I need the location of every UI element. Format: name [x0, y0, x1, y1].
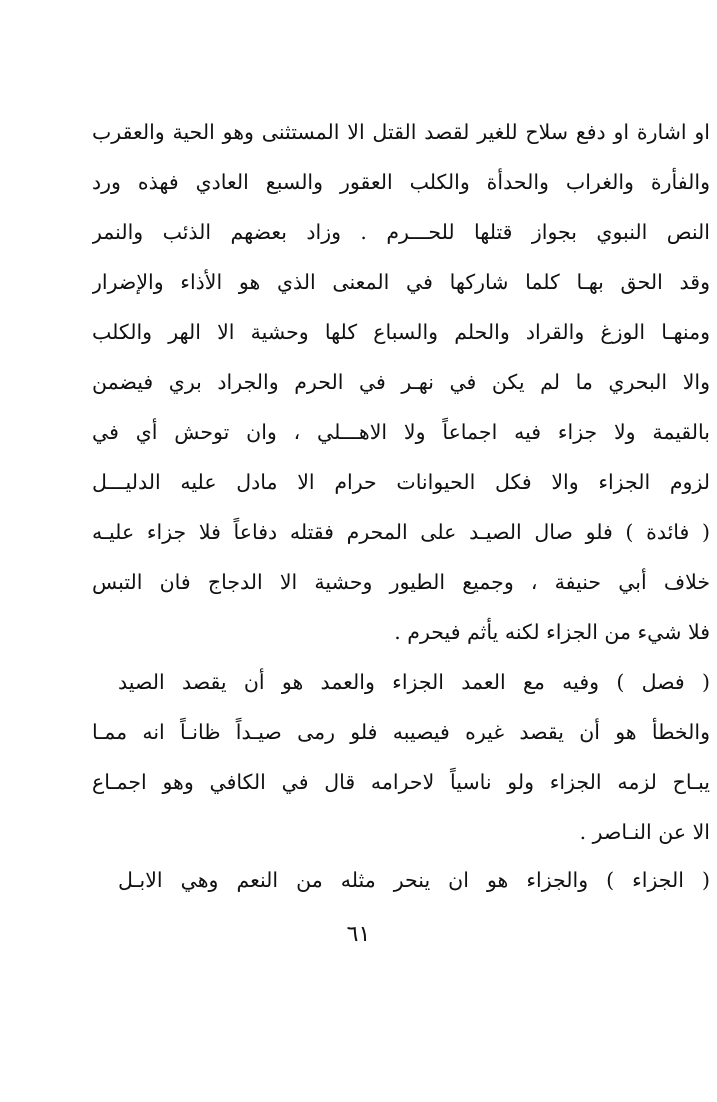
text-line-12: ( فصل ) وفيه مع العمد الجزاء والعمد هو أن يقصد الصيد	[118, 670, 710, 694]
text-line-3: النص النبوي بجواز قتلها للحـــرم . وزاد بعضهم الذئب والنمر	[92, 220, 710, 244]
text-line-4: وقد الحق بهـا كلما شاركها في المعنى الذي هو الأذاء والإضرار	[92, 270, 710, 294]
page-number: ٦١	[346, 922, 371, 947]
text-line-11: فلا شيء من الجزاء لكنه يأثم فيحرم .	[394, 620, 710, 644]
text-line-1: او اشارة او دفع سلاح للغير لقصد القتل الا المستثنى وهو الحية والعقرب	[92, 120, 710, 144]
text-line-10: خلاف أبي حنيفة ، وجميع الطيور وحشية الا الدجاج فان التبس	[92, 570, 710, 594]
text-line-13: والخطأ هو أن يقصد غيره فيصيبه فلو رمى صيـداً ظانـاً انه ممـا	[92, 720, 710, 744]
text-line-14: يبـاح لزمه الجزاء ولو ناسياً لاحرامه قال في الكافي وهو اجمـاع	[92, 770, 710, 794]
text-line-2: والفأرة والغراب والحدأة والكلب العقور والسبع العادي فهذه ورد	[92, 170, 710, 194]
text-line-7: بالقيمة ولا جزاء فيه اجماعاً ولا الاهـــلي ، وان توحش أي في	[92, 420, 710, 444]
text-line-16: ( الجزاء ) والجزاء هو ان ينحر مثله من النعم وهي الابـل	[118, 868, 710, 892]
text-line-5: ومنهـا الوزغ والقراد والحلم والسباع كلها وحشية الا الهر والكلب	[92, 320, 710, 344]
text-line-9: ( فائدة ) فلو صال الصيـد على المحرم فقتله دفاعاً فلا جزاء عليـه	[92, 520, 710, 544]
text-line-6: والا البحري ما لم يكن في نهـر في الحرم والجراد بري فيضمن	[92, 370, 710, 394]
text-line-8: لزوم الجزاء والا فكل الحيوانات حرام الا مادل عليه الدليـــل	[92, 470, 710, 494]
text-line-15: الا عن النـاصر .	[579, 820, 710, 844]
